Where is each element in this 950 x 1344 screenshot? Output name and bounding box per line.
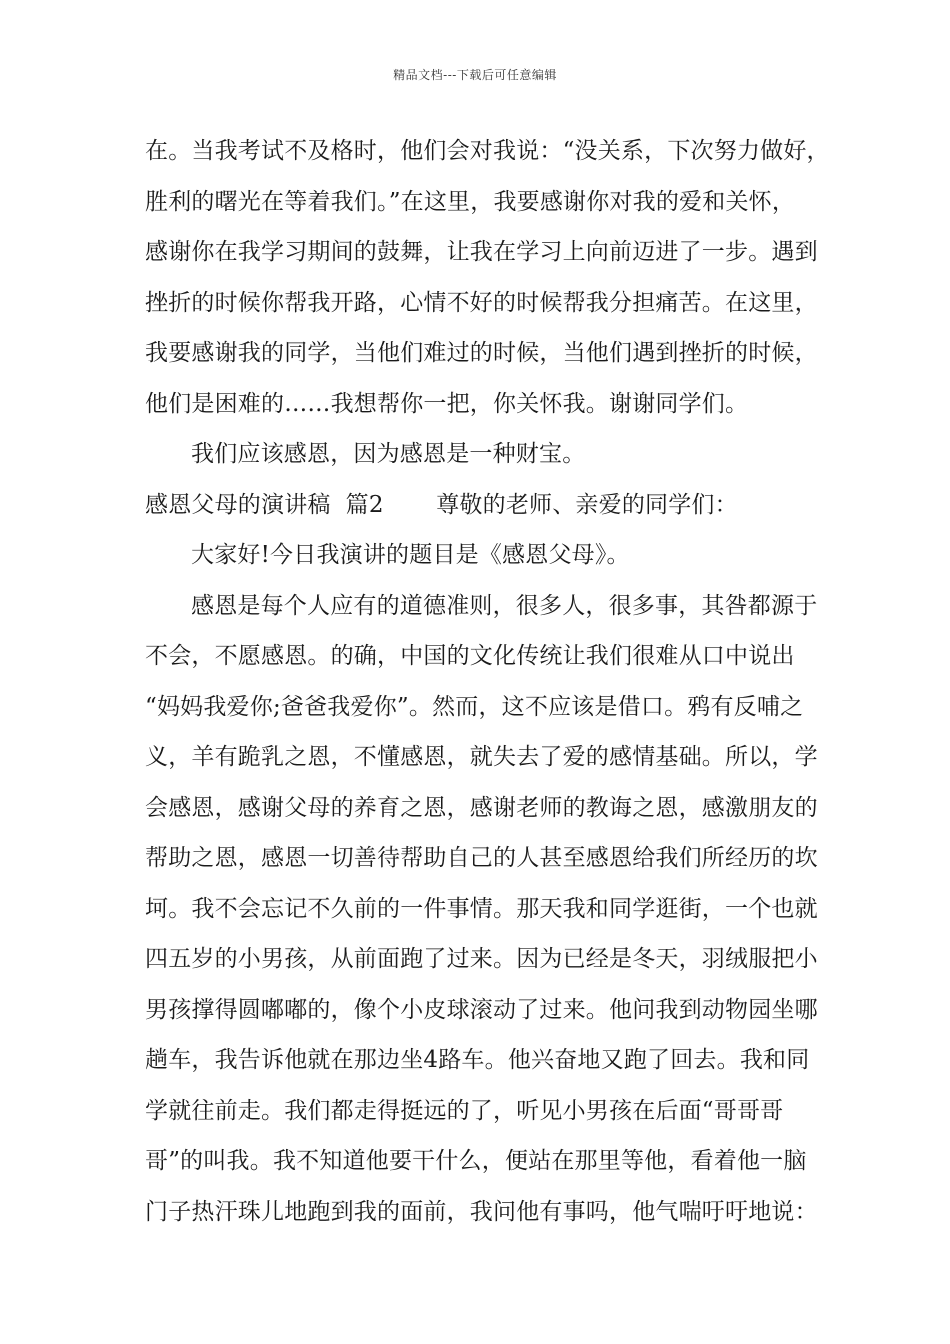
text-line: 四五岁的小男孩，从前面跑了过来。因为已经是冬天，羽绒服把小 <box>145 946 818 972</box>
text-line: 我要感谢我的同学，当他们难过的时候，当他们遇到挫折的时候， <box>145 340 818 366</box>
text-line: 哥”的叫我。我不知道他要干什么，便站在那里等他，看着他一脑 <box>145 1148 807 1174</box>
text-line: 挫折的时候你帮我开路，心情不好的时候帮我分担痛苦。在这里， <box>145 289 818 316</box>
text-line: 趟车，我告诉他就在那边坐4路车。他兴奋地又跑了回去。我和同 <box>145 1047 810 1073</box>
text-line: 胜利的曙光在等着我们。”在这里，我要感谢你对我的爱和关怀， <box>145 188 796 215</box>
page-header: 精品文档---下载后可任意编辑 <box>393 68 557 82</box>
paragraph-line: 大家好!今日我演讲的题目是《感恩父母》。 <box>191 542 630 568</box>
text-line: 学就往前走。我们都走得挺远的了，听见小男孩在后面“哥哥哥 <box>145 1097 784 1124</box>
text-line: 男孩撑得圆嘟嘟的，像个小皮球滚动了过来。他问我到动物园坐哪 <box>145 996 818 1023</box>
section-heading-line: 感恩父母的演讲稿 篇2 尊敬的老师、亲爱的同学们： <box>145 491 738 518</box>
text-line: 他们是困难的……我想帮你一把，你关怀我。谢谢同学们。 <box>145 390 749 417</box>
document-body <box>145 128 830 1239</box>
text-line: 在。当我考试不及格时，他们会对我说：“没关系，下次努力做好， <box>145 138 830 164</box>
text-line: 门子热汗珠儿地跑到我的面前，我问他有事吗，他气喘吁吁地说： <box>145 1198 818 1225</box>
text-line: 感谢你在我学习期间的鼓舞，让我在学习上向前迈进了一步。遇到 <box>145 239 818 265</box>
paragraph-line: 感恩是每个人应有的道德准则，很多人，很多事，其咎都源于 <box>191 592 818 619</box>
paragraph-line: 我们应该感恩，因为感恩是一种财宝。 <box>191 441 586 467</box>
text-line: 义，羊有跪乳之恩，不懂感恩，就失去了爱的感情基础。所以，学 <box>145 744 818 770</box>
text-line: 坷。我不会忘记不久前的一件事情。那天我和同学逛街，一个也就 <box>145 895 818 922</box>
text-line: 帮助之恩，感恩一切善待帮助自己的人甚至感恩给我们所经历的坎 <box>145 845 818 871</box>
text-line: 会感恩，感谢父母的养育之恩，感谢老师的教诲之恩，感激朋友的 <box>145 794 818 821</box>
text-line: “妈妈我爱你;爸爸我爱你”。然而，这不应该是借口。鸦有反哺之 <box>145 693 804 720</box>
text-line: 不会，不愿感恩。的确，中国的文化传统让我们很难从口中说出 <box>145 643 795 669</box>
